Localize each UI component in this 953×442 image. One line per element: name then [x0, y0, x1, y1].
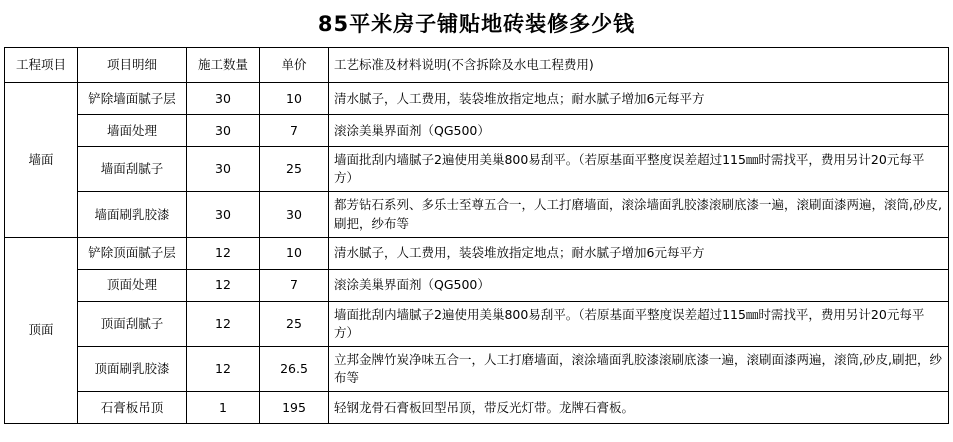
header-cell-quantity: 施工数量 [187, 48, 260, 83]
row-description: 滚涂美巢界面剂（QG500） [329, 115, 949, 147]
row-quantity: 30 [187, 83, 260, 115]
quotation-table [4, 47, 949, 424]
row-quantity: 1 [187, 392, 260, 424]
row-description: 清水腻子，人工费用，装袋堆放指定地点；耐水腻子增加6元每平方 [329, 83, 949, 115]
table-row [5, 269, 949, 301]
row-quantity: 30 [187, 115, 260, 147]
row-quantity: 12 [187, 346, 260, 391]
table-row [5, 237, 949, 269]
page-title: 85平米房子铺贴地砖装修多少钱 [317, 12, 636, 36]
header-cell-item: 项目明细 [78, 48, 187, 83]
row-price: 25 [260, 147, 329, 192]
row-item: 顶面处理 [78, 269, 187, 301]
row-item: 墙面刮腻子 [78, 147, 187, 192]
table-row [5, 83, 949, 115]
table-row [5, 192, 949, 237]
row-price: 25 [260, 301, 329, 346]
row-price: 26.5 [260, 346, 329, 391]
row-quantity: 12 [187, 237, 260, 269]
row-quantity: 12 [187, 301, 260, 346]
header-row [5, 48, 949, 83]
table-header [5, 48, 949, 83]
row-price: 7 [260, 115, 329, 147]
row-item: 铲除墙面腻子层 [78, 83, 187, 115]
row-quantity: 30 [187, 192, 260, 237]
group-label-wall: 墙面 [5, 83, 78, 238]
row-price: 10 [260, 83, 329, 115]
row-description: 墙面批刮内墙腻子2遍使用美巢800易刮平。（若原基面平整度误差超过115㎜时需找平，费用另计20元每平方） [329, 147, 949, 192]
table-row [5, 147, 949, 192]
row-price: 7 [260, 269, 329, 301]
row-price: 10 [260, 237, 329, 269]
table-row [5, 115, 949, 147]
row-description: 清水腻子，人工费用，装袋堆放指定地点；耐水腻子增加6元每平方 [329, 237, 949, 269]
table-row [5, 301, 949, 346]
group-label-ceiling: 顶面 [5, 237, 78, 424]
row-description: 都芳钻石系列、多乐士至尊五合一，人工打磨墙面，滚涂墙面乳胶漆滚刷底漆一遍，滚刷面漆两遍，滚筒,砂皮,刷把，纱布等 [329, 192, 949, 237]
row-price: 195 [260, 392, 329, 424]
row-item: 铲除顶面腻子层 [78, 237, 187, 269]
row-item: 墙面处理 [78, 115, 187, 147]
row-description: 立邦金牌竹炭净味五合一，人工打磨墙面，滚涂墙面乳胶漆滚刷底漆一遍，滚刷面漆两遍，滚筒,砂皮,刷把，纱布等 [329, 346, 949, 391]
row-price: 30 [260, 192, 329, 237]
header-cell-price: 单价 [260, 48, 329, 83]
row-item: 石膏板吊顶 [78, 392, 187, 424]
row-item: 顶面刷乳胶漆 [78, 346, 187, 391]
row-description: 轻钢龙骨石膏板回型吊顶，带反光灯带。龙牌石膏板。 [329, 392, 949, 424]
row-description: 墙面批刮内墙腻子2遍使用美巢800易刮平。（若原基面平整度误差超过115㎜时需找平，费用另计20元每平方） [329, 301, 949, 346]
table-row [5, 392, 949, 424]
table-body [5, 83, 949, 424]
row-item: 顶面刮腻子 [78, 301, 187, 346]
table-row [5, 346, 949, 391]
row-quantity: 30 [187, 147, 260, 192]
row-description: 滚涂美巢界面剂（QG500） [329, 269, 949, 301]
row-quantity: 12 [187, 269, 260, 301]
header-cell-project: 工程项目 [5, 48, 78, 83]
row-item: 墙面刷乳胶漆 [78, 192, 187, 237]
header-cell-description: 工艺标准及材料说明(不含拆除及水电工程费用) [329, 48, 949, 83]
